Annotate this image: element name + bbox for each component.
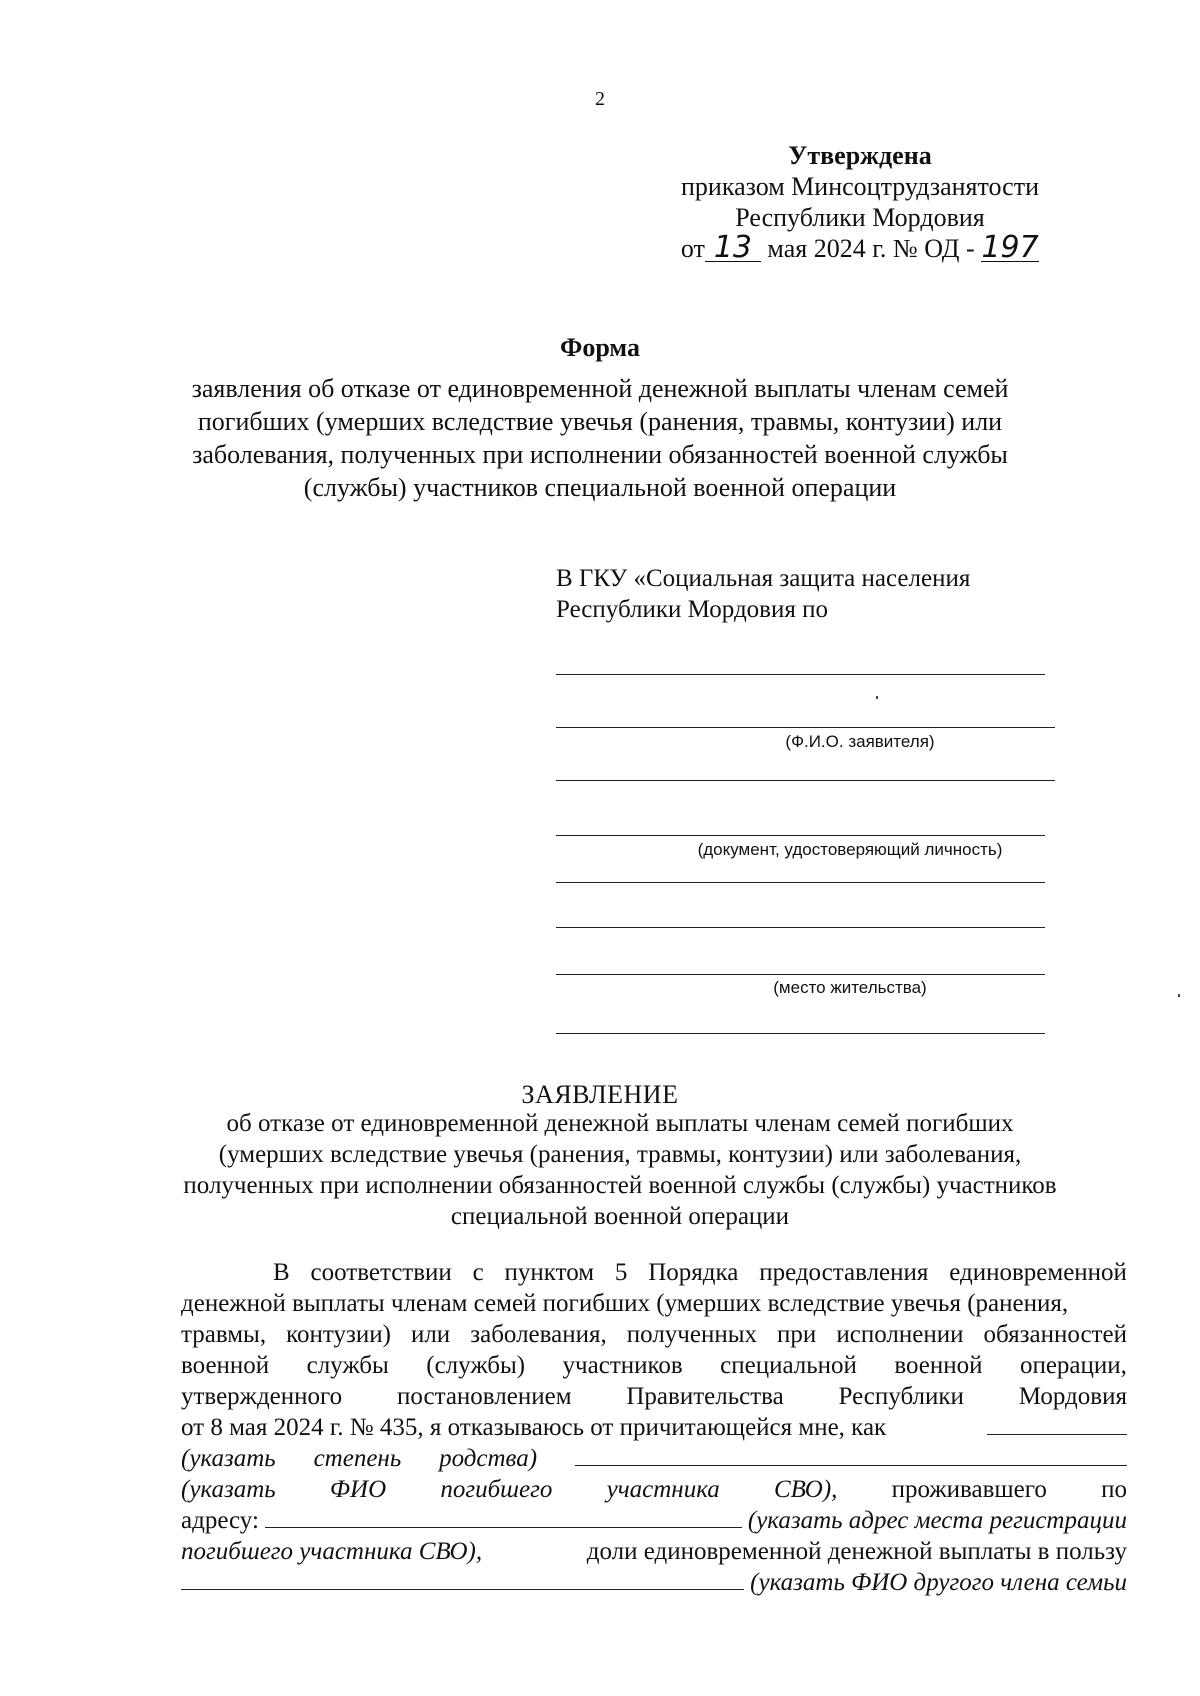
word: погибшего xyxy=(440,1476,553,1503)
word: травмы, xyxy=(181,1321,267,1348)
word: Порядка xyxy=(648,1259,739,1286)
form-heading: Форма xyxy=(560,333,640,362)
body-line-10 xyxy=(181,1536,1127,1567)
word: участников xyxy=(562,1352,683,1379)
approval-stamp xyxy=(640,140,1080,264)
word: при xyxy=(777,1321,817,1348)
blank-relation xyxy=(987,1414,1127,1435)
addressee-block xyxy=(556,563,1076,625)
line-text: от 8 мая 2024 г. № 435, я отказываюсь от причитающейся мне, как xyxy=(181,1414,887,1441)
word: пунктом xyxy=(504,1259,595,1286)
word: Мордовия xyxy=(1018,1383,1127,1410)
word: (указать xyxy=(181,1445,276,1472)
word: службы xyxy=(306,1352,389,1379)
word: специальной xyxy=(720,1352,857,1379)
caption-document: (документ, удостоверяющий личность) xyxy=(697,840,1003,859)
approval-date-middle: мая 2024 г. № ОД - xyxy=(767,234,975,263)
word: единовременной xyxy=(949,1259,1127,1286)
statement-subtitle: об отказе от единовременной денежной выплаты членам семей погибших (умерших вследствие увечья (ранения, травмы, контузии) или заболевания, полученных при исполнении обязанностей военной службы (службы) участников специальной военной операции xyxy=(183,1110,1057,1230)
address-label: адресу: xyxy=(181,1507,259,1534)
word: участника xyxy=(606,1476,720,1503)
addressee-line-2: Республики Мордовия по xyxy=(556,596,828,623)
word: родства) xyxy=(439,1445,538,1472)
fill-line-3 xyxy=(556,780,1055,781)
page-number: 2 xyxy=(595,88,605,110)
approval-date-prefix: от xyxy=(680,234,705,263)
body-line-7 xyxy=(181,1443,1127,1474)
body-line-1 xyxy=(181,1257,1127,1288)
statement-body xyxy=(181,1257,1127,1598)
word: постановлением xyxy=(397,1383,572,1410)
fill-line-5 xyxy=(556,882,1045,883)
approval-line-1: приказом Минсоцтрудзанятости xyxy=(681,172,1039,201)
word: степень xyxy=(313,1445,402,1472)
body-line-11 xyxy=(181,1567,1127,1598)
body-line-2 xyxy=(181,1288,1127,1319)
blank-address xyxy=(265,1507,742,1528)
word: по xyxy=(1101,1476,1127,1503)
approval-date-line xyxy=(640,230,1080,265)
body-line-9 xyxy=(181,1505,1127,1536)
caption-fio: (Ф.И.О. заявителя) xyxy=(785,732,935,751)
word: соответствии xyxy=(310,1259,452,1286)
fill-line-document xyxy=(556,835,1045,836)
blank-family-member xyxy=(181,1569,744,1590)
fill-line-6 xyxy=(556,927,1045,928)
approval-day-handwritten: 13 xyxy=(705,235,761,262)
word: Республики xyxy=(838,1383,964,1410)
body-line-3 xyxy=(181,1319,1127,1350)
caption-residence: (место жительства) xyxy=(773,978,927,997)
fill-line-8 xyxy=(556,1033,1045,1034)
statement-title: ЗАЯВЛЕНИЕ xyxy=(521,1080,679,1109)
word: с xyxy=(472,1259,484,1286)
approval-title: Утверждена xyxy=(788,141,932,170)
word: 5 xyxy=(614,1259,628,1286)
fill-line-fio xyxy=(556,727,1055,728)
word: предоставления xyxy=(759,1259,929,1286)
word: (службы) xyxy=(426,1352,526,1379)
word: заболевания, xyxy=(470,1321,607,1348)
fill-line-1 xyxy=(556,674,1045,675)
word: ФИО xyxy=(329,1476,387,1503)
scan-speck xyxy=(1178,994,1180,997)
line-text: доли единовременной денежной выплаты в пользу xyxy=(586,1538,1127,1565)
body-line-6 xyxy=(181,1412,1127,1443)
word: операции, xyxy=(1019,1352,1127,1379)
word: исполнении xyxy=(836,1321,964,1348)
body-line-8 xyxy=(181,1474,1127,1505)
addressee-line-1: В ГКУ «Социальная защита населения xyxy=(556,565,971,592)
body-line-4 xyxy=(181,1350,1127,1381)
word: военной xyxy=(894,1352,983,1379)
blank-deceased-fio xyxy=(575,1445,1127,1466)
line-text: денежной выплаты членам семей погибших (умерших вследствие увечья (ранения, xyxy=(181,1290,1069,1317)
word: обязанностей xyxy=(983,1321,1127,1348)
word: СВО), xyxy=(774,1476,838,1503)
word: В xyxy=(273,1259,290,1286)
family-member-hint: (указать ФИО другого члена семьи xyxy=(750,1569,1127,1596)
word: (указать xyxy=(181,1476,276,1503)
approval-order-number-handwritten: 197 xyxy=(981,230,1039,265)
word: утвержденного xyxy=(181,1383,343,1410)
line-text-italic: погибшего участника СВО), xyxy=(181,1538,483,1565)
word: Правительства xyxy=(626,1383,784,1410)
body-line-5 xyxy=(181,1381,1127,1412)
fill-line-residence xyxy=(556,974,1045,975)
word: контузии) xyxy=(286,1321,391,1348)
word: проживавшего xyxy=(891,1476,1047,1503)
scan-speck xyxy=(876,696,878,699)
word: или xyxy=(410,1321,451,1348)
form-subtitle: заявления об отказе от единовременной денежной выплаты членам семей погибших (умерших вследствие увечья (ранения, травмы, контузии) или заболевания, полученных при исполнении обязанностей военной службы (службы) участников специальной военной операции xyxy=(191,374,1009,502)
word: военной xyxy=(181,1352,270,1379)
word: полученных xyxy=(626,1321,758,1348)
approval-line-2: Республики Мордовия xyxy=(735,203,985,232)
address-hint: (указать адрес места регистрации xyxy=(747,1507,1127,1534)
